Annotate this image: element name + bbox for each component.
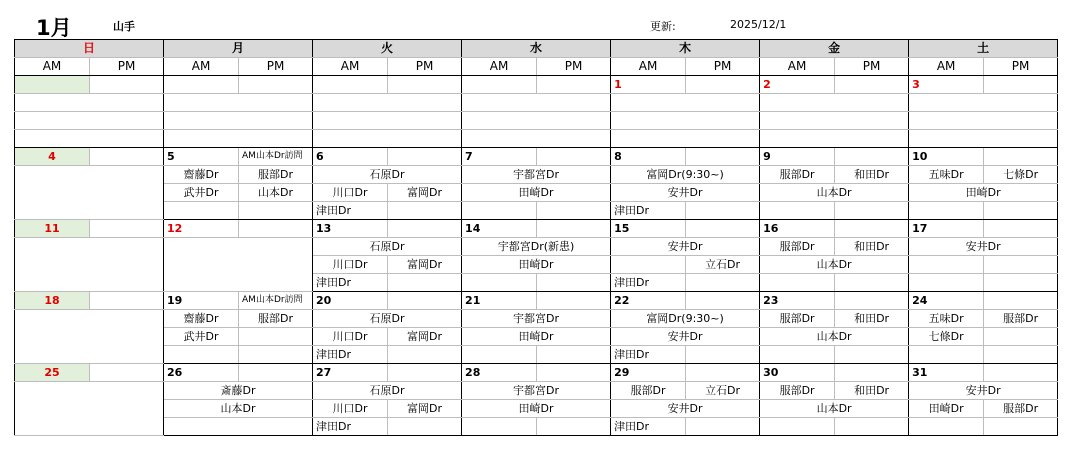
doctor-cell: 津田Dr <box>313 346 388 364</box>
date-cell: 27 <box>313 364 388 382</box>
pm-header: PM <box>835 58 909 76</box>
day-header-thu: 木 <box>611 40 760 58</box>
doctor-cell: 田崎Dr <box>462 184 611 202</box>
doctor-cell: 石原Dr <box>313 310 462 328</box>
doctor-cell: 武井Dr <box>164 184 239 202</box>
doctor-cell: 服部Dr <box>984 310 1058 328</box>
day-header-sun: 日 <box>15 40 164 58</box>
updated-label: 更新: <box>650 20 676 33</box>
day-header-fri: 金 <box>760 40 909 58</box>
doctor-cell: 山本Dr <box>760 184 909 202</box>
doctor-cell: 山本Dr <box>239 184 313 202</box>
doctor-cell: 齋藤Dr <box>164 310 239 328</box>
date-cell: 23 <box>760 292 835 310</box>
doctor-cell: 和田Dr <box>835 310 909 328</box>
doctor-cell: 齋藤Dr <box>164 166 239 184</box>
doctor-cell: 石原Dr <box>313 382 462 400</box>
doctor-cell: 富岡Dr <box>388 184 462 202</box>
date-cell: 8 <box>611 148 686 166</box>
doctor-cell: 安井Dr <box>909 382 1058 400</box>
doctor-cell: 津田Dr <box>313 202 388 220</box>
date-cell: 21 <box>462 292 537 310</box>
date-cell: 24 <box>909 292 984 310</box>
day-header-mon: 月 <box>164 40 313 58</box>
doctor-cell: 宇都宮Dr(新患) <box>462 238 611 256</box>
am-header: AM <box>760 58 835 76</box>
date-cell: 7 <box>462 148 537 166</box>
date-cell: 31 <box>909 364 984 382</box>
doctor-cell: 富岡Dr <box>388 400 462 418</box>
doctor-cell: 山本Dr <box>760 256 909 274</box>
date-cell: 28 <box>462 364 537 382</box>
doctor-cell: 五味Dr <box>909 166 984 184</box>
date-cell: 25 <box>15 364 90 382</box>
doctor-cell: 立石Dr <box>686 382 760 400</box>
note-cell: AM山本Dr訪問 <box>239 292 313 310</box>
doctor-cell: 川口Dr <box>313 400 388 418</box>
date-cell: 18 <box>15 292 90 310</box>
doctor-cell: 田崎Dr <box>462 400 611 418</box>
doctor-cell: 田崎Dr <box>462 328 611 346</box>
doctor-cell: 服部Dr <box>760 382 835 400</box>
doctor-cell: 安井Dr <box>611 400 760 418</box>
doctor-cell: 山本Dr <box>164 400 313 418</box>
date-cell: 5 <box>164 148 239 166</box>
doctor-cell: 七條Dr <box>984 166 1058 184</box>
doctor-cell: 服部Dr <box>611 382 686 400</box>
pm-header: PM <box>537 58 611 76</box>
doctor-cell: 富岡Dr(9:30~) <box>611 166 760 184</box>
doctor-cell: 津田Dr <box>313 274 388 292</box>
doctor-cell: 富岡Dr(9:30~) <box>611 310 760 328</box>
doctor-cell: 服部Dr <box>239 310 313 328</box>
date-cell: 3 <box>909 76 984 94</box>
doctor-cell: 安井Dr <box>611 328 760 346</box>
date-cell: 1 <box>611 76 686 94</box>
doctor-cell: 田崎Dr <box>909 184 1058 202</box>
date-cell: 29 <box>611 364 686 382</box>
date-cell: 19 <box>164 292 239 310</box>
date-cell: 16 <box>760 220 835 238</box>
doctor-cell: 安井Dr <box>611 184 760 202</box>
doctor-cell: 津田Dr <box>611 274 686 292</box>
doctor-cell: 服部Dr <box>984 400 1058 418</box>
doctor-cell: 富岡Dr <box>388 256 462 274</box>
doctor-cell: 川口Dr <box>313 328 388 346</box>
doctor-cell: 斎藤Dr <box>164 382 313 400</box>
pm-header: PM <box>388 58 462 76</box>
date-cell: 15 <box>611 220 686 238</box>
doctor-cell: 和田Dr <box>835 166 909 184</box>
doctor-cell: 服部Dr <box>760 238 835 256</box>
doctor-cell: 川口Dr <box>313 256 388 274</box>
am-header: AM <box>313 58 388 76</box>
doctor-cell: 石原Dr <box>313 238 462 256</box>
doctor-cell: 宇都宮Dr <box>462 382 611 400</box>
doctor-cell: 服部Dr <box>760 166 835 184</box>
note-cell: AM山本Dr訪問 <box>239 148 313 166</box>
date-cell: 22 <box>611 292 686 310</box>
pm-header: PM <box>239 58 313 76</box>
page-subtitle: 山手 <box>113 20 135 33</box>
doctor-cell: 川口Dr <box>313 184 388 202</box>
doctor-cell: 五味Dr <box>909 310 984 328</box>
doctor-cell: 田崎Dr <box>909 400 984 418</box>
doctor-cell: 服部Dr <box>239 166 313 184</box>
doctor-cell: 津田Dr <box>313 418 388 436</box>
pm-header: PM <box>984 58 1058 76</box>
date-cell: 9 <box>760 148 835 166</box>
doctor-cell: 七條Dr <box>909 328 984 346</box>
pm-header: PM <box>90 58 164 76</box>
page-title: 1月 <box>36 16 72 40</box>
date-cell: 20 <box>313 292 388 310</box>
date-cell: 17 <box>909 220 984 238</box>
pm-header: PM <box>686 58 760 76</box>
doctor-cell: 服部Dr <box>760 310 835 328</box>
am-header: AM <box>462 58 537 76</box>
date-cell: 13 <box>313 220 388 238</box>
doctor-cell: 和田Dr <box>835 382 909 400</box>
day-header-wed: 水 <box>462 40 611 58</box>
date-cell: 2 <box>760 76 835 94</box>
doctor-cell: 武井Dr <box>164 328 239 346</box>
doctor-cell: 津田Dr <box>611 346 686 364</box>
day-header-tue: 火 <box>313 40 462 58</box>
doctor-cell: 山本Dr <box>760 328 909 346</box>
date-cell: 30 <box>760 364 835 382</box>
calendar-table <box>14 39 1058 436</box>
date-cell: 12 <box>164 220 239 238</box>
updated-date: 2025/12/1 <box>730 18 787 31</box>
doctor-cell: 富岡Dr <box>388 328 462 346</box>
am-header: AM <box>164 58 239 76</box>
doctor-cell: 津田Dr <box>611 418 686 436</box>
am-header: AM <box>611 58 686 76</box>
date-cell: 26 <box>164 364 239 382</box>
doctor-cell: 安井Dr <box>909 238 1058 256</box>
doctor-cell: 田崎Dr <box>462 256 611 274</box>
doctor-cell: 宇都宮Dr <box>462 310 611 328</box>
doctor-cell: 津田Dr <box>611 202 686 220</box>
am-header: AM <box>15 58 90 76</box>
day-header-sat: 土 <box>909 40 1058 58</box>
date-cell: 11 <box>15 220 90 238</box>
date-cell: 6 <box>313 148 388 166</box>
am-header: AM <box>909 58 984 76</box>
doctor-cell: 安井Dr <box>611 238 760 256</box>
date-cell: 14 <box>462 220 537 238</box>
doctor-cell: 立石Dr <box>686 256 760 274</box>
date-cell: 4 <box>15 148 90 166</box>
doctor-cell: 和田Dr <box>835 238 909 256</box>
doctor-cell: 石原Dr <box>313 166 462 184</box>
date-cell: 10 <box>909 148 984 166</box>
doctor-cell: 宇都宮Dr <box>462 166 611 184</box>
doctor-cell: 山本Dr <box>760 400 909 418</box>
